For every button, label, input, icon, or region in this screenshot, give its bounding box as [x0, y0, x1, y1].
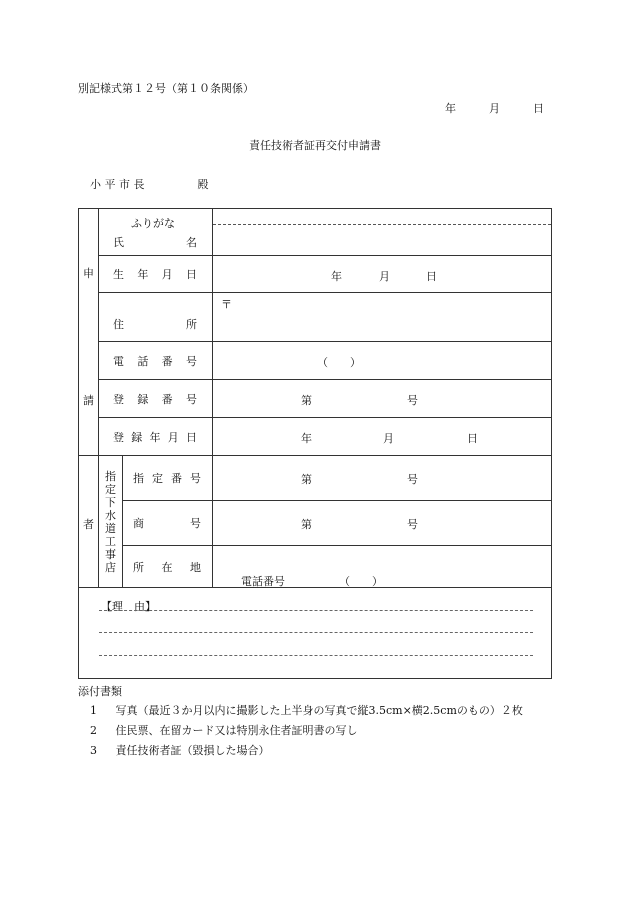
application-date: [445, 100, 544, 116]
furigana-divider: [213, 224, 551, 225]
reason-line-2: [99, 632, 533, 633]
name-label-1: 氏: [113, 235, 124, 249]
regnum-char-2: 録: [137, 392, 149, 406]
birthdate-label-cell: [99, 256, 213, 293]
reg-number-value-cell[interactable]: [213, 380, 552, 418]
applicant-char-3: 者: [83, 518, 94, 531]
regnum-char-1: 登: [113, 392, 124, 406]
reg-number-row: [79, 380, 552, 418]
applicant-vertical-label: [79, 209, 99, 531]
date-day-label: 日: [533, 102, 544, 115]
attachment-num: 1: [90, 704, 97, 717]
designation-row: [79, 456, 552, 501]
phone-char-4: 号: [185, 354, 197, 368]
address-row: [79, 293, 552, 342]
location-char-2: 在: [161, 560, 173, 574]
attachment-item: [90, 742, 270, 758]
reason-line-1: [99, 610, 533, 611]
birthdate-char-4: 日: [185, 268, 197, 281]
regdate-char-2: 録: [131, 430, 143, 444]
recipient-honorific: 殿: [197, 178, 209, 191]
form-number-label: 別記様式第１２号（第１０条関係）: [78, 82, 254, 95]
location-phone-label: 電話番号: [241, 575, 285, 588]
location-char-3: 地: [190, 560, 201, 574]
birthdate-day: 日: [426, 270, 437, 283]
regdate-char-3: 年: [149, 430, 161, 444]
recipient-name: 小 平 市 長: [90, 178, 145, 191]
contractor-char-1: 指: [105, 469, 116, 483]
address-value-cell[interactable]: [213, 293, 552, 342]
designation-value-cell[interactable]: [213, 456, 552, 501]
birthdate-char-2: 年: [137, 268, 149, 281]
contractor-char-8: 店: [105, 560, 116, 574]
trade-name-prefix: 第: [301, 518, 312, 531]
reg-number-label-cell: [99, 380, 213, 418]
phone-label-cell: [99, 342, 213, 380]
contractor-char-4: 水: [105, 508, 116, 522]
reg-date-month: 月: [383, 432, 394, 445]
trade-name-value-cell[interactable]: [213, 501, 552, 546]
designation-char-3: 番: [171, 472, 182, 485]
birthdate-char-1: 生: [113, 268, 124, 281]
name-row: [79, 209, 552, 256]
designation-char-2: 定: [152, 472, 163, 485]
trade-name-suffix: 号: [407, 518, 418, 531]
postal-mark: 〒: [221, 298, 232, 311]
phone-area-paren: （ ）: [317, 356, 361, 369]
location-row: [79, 546, 552, 588]
applicant-char-2: 請: [83, 394, 94, 407]
regnum-char-3: 番: [161, 392, 173, 406]
designation-label-cell: [123, 456, 213, 501]
birthdate-month: 月: [379, 270, 390, 283]
regnum-char-4: 号: [185, 392, 197, 406]
trade-name-label-cell: [123, 501, 213, 546]
regdate-char-4: 月: [167, 430, 179, 444]
reg-number-prefix: 第: [301, 394, 312, 407]
phone-row: [79, 342, 552, 380]
contractor-char-6: 工: [105, 534, 116, 548]
phone-char-2: 話: [137, 354, 149, 368]
recipient-line: [90, 176, 209, 192]
birthdate-value-cell[interactable]: [213, 256, 552, 293]
regdate-char-5: 日: [186, 430, 197, 444]
location-label-cell: [123, 546, 213, 588]
designation-prefix: 第: [301, 473, 312, 486]
contractor-char-3: 下: [105, 495, 116, 509]
attachment-text: 責任技術者証（毀損した場合）: [115, 744, 270, 757]
reason-label: 【理 由】: [101, 600, 156, 613]
address-label-1: 住: [113, 318, 124, 331]
reg-date-row: [79, 418, 552, 456]
attachment-item: [90, 722, 358, 738]
document-title: 責任技術者証再交付申請書: [249, 139, 381, 152]
attachment-num: 2: [90, 724, 97, 737]
trade-name-row: [79, 501, 552, 546]
reason-cell[interactable]: [79, 588, 552, 679]
phone-char-3: 番: [161, 354, 173, 368]
phone-value-cell[interactable]: [213, 342, 552, 380]
phone-char-1: 電: [113, 354, 124, 368]
birthdate-year: 年: [331, 270, 342, 283]
reg-number-suffix: 号: [407, 394, 418, 407]
location-value-cell[interactable]: [213, 546, 552, 588]
attachment-num: 3: [90, 744, 97, 757]
date-year-label: 年: [445, 102, 456, 115]
reg-date-label-cell: [99, 418, 213, 456]
attachment-text: 写真（最近３か月以内に撮影した上半身の写真で縦3.5cm×横2.5cmのもの）２枚: [115, 704, 523, 717]
location-char-1: 所: [133, 560, 144, 574]
location-phone-paren: （ ）: [339, 575, 383, 588]
birthdate-char-3: 月: [161, 268, 173, 281]
designation-char-4: 号: [190, 472, 201, 485]
applicant-char-1: 申: [83, 267, 94, 280]
reg-date-year: 年: [301, 432, 312, 445]
contractor-char-2: 定: [105, 482, 116, 496]
regdate-char-1: 登: [113, 430, 124, 444]
contractor-vertical-label: [99, 456, 123, 588]
date-month-label: 月: [489, 102, 500, 115]
name-value-cell[interactable]: [213, 209, 552, 256]
trade-name-label-1: 商: [133, 517, 144, 530]
name-label-2: 名: [186, 235, 197, 249]
contractor-char-5: 道: [105, 521, 116, 535]
trade-name-label-2: 号: [190, 517, 201, 530]
address-label-cell: [99, 293, 213, 342]
name-label-cell: [99, 209, 213, 256]
contractor-char-7: 事: [105, 547, 116, 561]
designation-char-1: 指: [133, 472, 144, 485]
reason-row: [79, 588, 552, 679]
reason-line-3: [99, 655, 533, 656]
attachments-heading: 添付書類: [78, 685, 122, 698]
attachment-item: [90, 702, 523, 718]
attachment-text: 住民票、在留カード又は特別永住者証明書の写し: [115, 724, 358, 737]
birthdate-row: [79, 256, 552, 293]
reg-date-value-cell[interactable]: [213, 418, 552, 456]
address-label-2: 所: [186, 318, 197, 331]
furigana-label: ふりがな: [131, 216, 175, 230]
application-form-table: [78, 208, 552, 679]
designation-suffix: 号: [407, 473, 418, 486]
reg-date-day: 日: [467, 432, 478, 445]
